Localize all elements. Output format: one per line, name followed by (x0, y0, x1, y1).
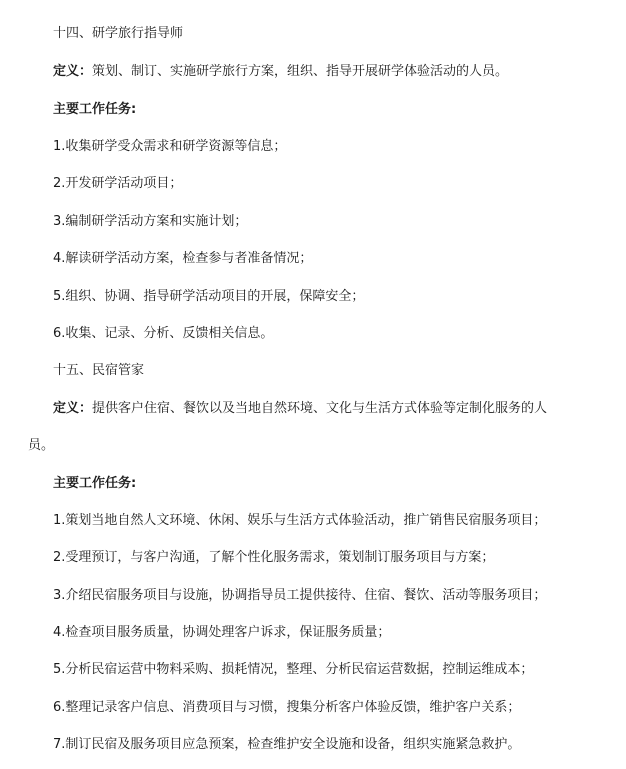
definition-continuation: 员。 (28, 438, 55, 453)
task-item: 5.分析民宿运营中物料采购、损耗情况，整理、分析民宿运营数据，控制运维成本； (53, 662, 534, 677)
task-item: 5.组织、协调、指导研学活动项目的开展，保障安全； (53, 289, 365, 304)
section-heading-15: 十五、民宿管家 (53, 363, 145, 378)
task-item: 1.策划当地自然人文环境、休闲、娱乐与生活方式体验活动，推广销售民宿服务项目； (53, 513, 547, 528)
task-item: 6.收集、记录、分析、反馈相关信息。 (53, 326, 274, 341)
task-item: 4.解读研学活动方案，检查参与者准备情况； (53, 251, 313, 266)
definition-15 (53, 400, 547, 418)
task-item: 2.开发研学活动项目； (53, 176, 183, 191)
task-item: 3.编制研学活动方案和实施计划； (53, 214, 248, 229)
definition-14 (53, 63, 508, 81)
definition-text: 策划、制订、实施研学旅行方案，组织、指导开展研学体验活动的人员。 (92, 64, 509, 79)
task-item: 3.介绍民宿服务项目与设施，协调指导员工提供接待、住宿、餐饮、活动等服务项目； (53, 588, 547, 603)
task-item: 2.受理预订，与客户沟通，了解个性化服务需求，策划制订服务项目与方案； (53, 550, 495, 565)
task-item: 7.制订民宿及服务项目应急预案，检查维护安全设施和设备，组织实施紧急救护。 (53, 737, 521, 752)
tasks-heading-14: 主要工作任务: (53, 102, 137, 117)
task-item: 6.整理记录客户信息、消费项目与习惯，搜集分析客户体验反馈，维护客户关系； (53, 700, 521, 715)
task-item: 4.检查项目服务质量，协调处理客户诉求，保证服务质量； (53, 625, 391, 640)
task-item: 1.收集研学受众需求和研学资源等信息； (53, 139, 287, 154)
section-heading-14: 十四、研学旅行指导师 (53, 26, 184, 41)
definition-label: 定义： (53, 401, 93, 416)
definition-label: 定义： (53, 64, 93, 79)
tasks-heading-15: 主要工作任务: (53, 476, 137, 491)
definition-text: 提供客户住宿、餐饮以及当地自然环境、文化与生活方式体验等定制化服务的人 (92, 401, 548, 416)
